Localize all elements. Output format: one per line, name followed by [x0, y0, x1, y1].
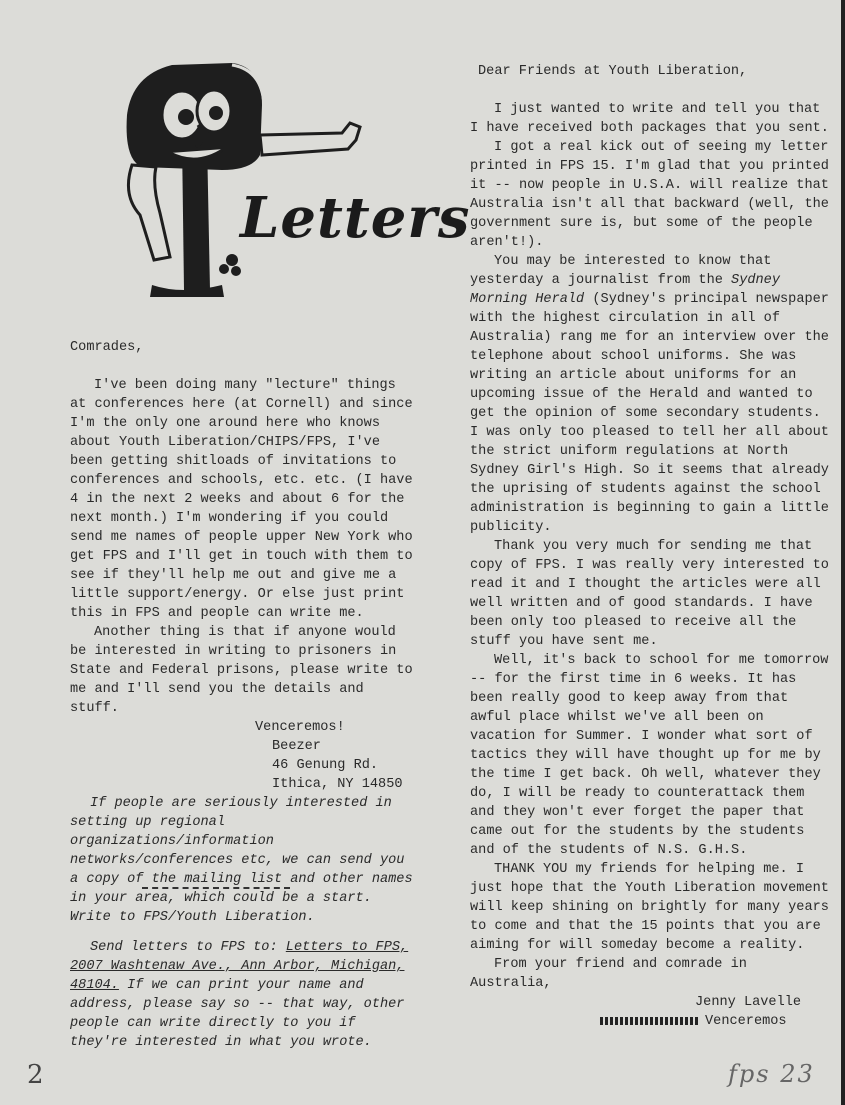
letter-paragraph: THANK YOU my friends for helping me. I just hope that the Youth Liberation movement will keep shining on brightly for many years to come and that the 15 points that you are aiming for will someday become a reality.: [470, 862, 829, 953]
mailbox-cartoon-icon: [112, 45, 422, 305]
letter-paragraph: I got a real kick out of seeing my letter printed in FPS 15. I'm glad that you printed it -- now people in U.S.A. will realize that Australia isn't all that backward (well, the government sure is, but some of the people aren't!).: [470, 140, 829, 250]
issue-marker: fps 23: [728, 1060, 815, 1088]
letter-paragraph: I've been doing many "lecture" things at conferences here (at Cornell) and since I'm the only one around here who knows about Youth Liberation/CHIPS/FPS, I've been getting shitloads of invitations to conferences and schools, etc. etc. (I have 4 in the next 2 weeks and about 6 for the next month.) I'm wondering if you could send me names of people upper New York who get FPS and I'll get in touch with them to see if they'll help me out and give me a little support/energy. Or else just print this in FPS and people can write me.: [70, 378, 413, 621]
letters-illustration: [112, 45, 471, 305]
letter-beezer: [70, 338, 415, 927]
letter-paragraph: I just wanted to write and tell you that I have received both packages that you sent.: [470, 102, 829, 136]
address-line: 46 Genung Rd.: [272, 758, 379, 773]
letter-jenny: [470, 62, 835, 1031]
letters-title: Letters: [240, 185, 471, 251]
editor-note: If people are seriously interested in setting up regional organizations/information networks/conferences etc, we can send you a copy of the mailing list and other names in your area, which could be a start. Write to FPS/Youth Liberation.: [70, 796, 413, 925]
closing: Venceremos!: [255, 720, 345, 735]
letter-paragraph: Thank you very much for sending me that copy of FPS. I was really very interested to read it and I thought the articles were all well written and of good standards. I have been only too pleased to receive all the stuff you have sent me.: [470, 539, 829, 649]
salutation: Comrades,: [70, 340, 144, 355]
ornament-bar: [600, 1017, 698, 1025]
divider: [142, 887, 290, 892]
publication-name: Sydney Morning Herald: [470, 273, 780, 307]
letter-paragraph: Another thing is that if anyone would be interested in writing to prisoners in State and Federal prisons, please write to me and I'll send you the details and stuff.: [70, 625, 413, 716]
mailing-address: Letters to FPS, 2007 Washtenaw Ave., Ann Arbor, Michigan, 48104.: [70, 940, 409, 993]
send-letters-note: [70, 938, 410, 1052]
closing: Venceremos: [705, 1014, 787, 1029]
paragraph-text: (Sydney's principal newspaper with the highest circulation in all of Australia) rang me for an interview over the telephone about school uniforms. She was writing an article about uniforms for an upcoming issue of the Herald and wanted to get the opinion of some secondary students. I was only too pleased to tell her all about the strict uniform regulations at North Sydney Girl's High. So it seems that already the uprising of students against the school administration is beginning to gain a little publicity.: [470, 292, 829, 535]
note-lead: Send letters to FPS to:: [90, 940, 286, 955]
signature-name: Beezer: [272, 739, 321, 754]
address-line: Ithica, NY 14850: [272, 777, 403, 792]
paragraph-text: You may be interested to know that yesterday a journalist from the: [470, 254, 772, 288]
page-edge: [841, 0, 845, 1105]
letter-paragraph: From your friend and comrade in Australia,: [470, 957, 747, 991]
letter-paragraph: Well, it's back to school for me tomorrow -- for the first time in 6 weeks. It has been really good to keep away from that awful place whilst we've all been on vacation for Summer. I wonder what sort of tactics they will have thought up for me by the time I get back. Oh well, whatever they do, I will be ready to counterattack them and they won't ever forget the paper that came out for the students by the students and of the students of N.S. G.H.S.: [470, 653, 829, 858]
note-rest: If we can print your name and address, please say so -- that way, other people can write directly to you if they're interested in what you wrote.: [70, 978, 405, 1050]
salutation: Dear Friends at Youth Liberation,: [478, 64, 748, 79]
signature-name: Jenny Lavelle: [695, 995, 802, 1010]
page-number: 2: [27, 1060, 44, 1090]
letter-paragraph: [470, 252, 835, 537]
